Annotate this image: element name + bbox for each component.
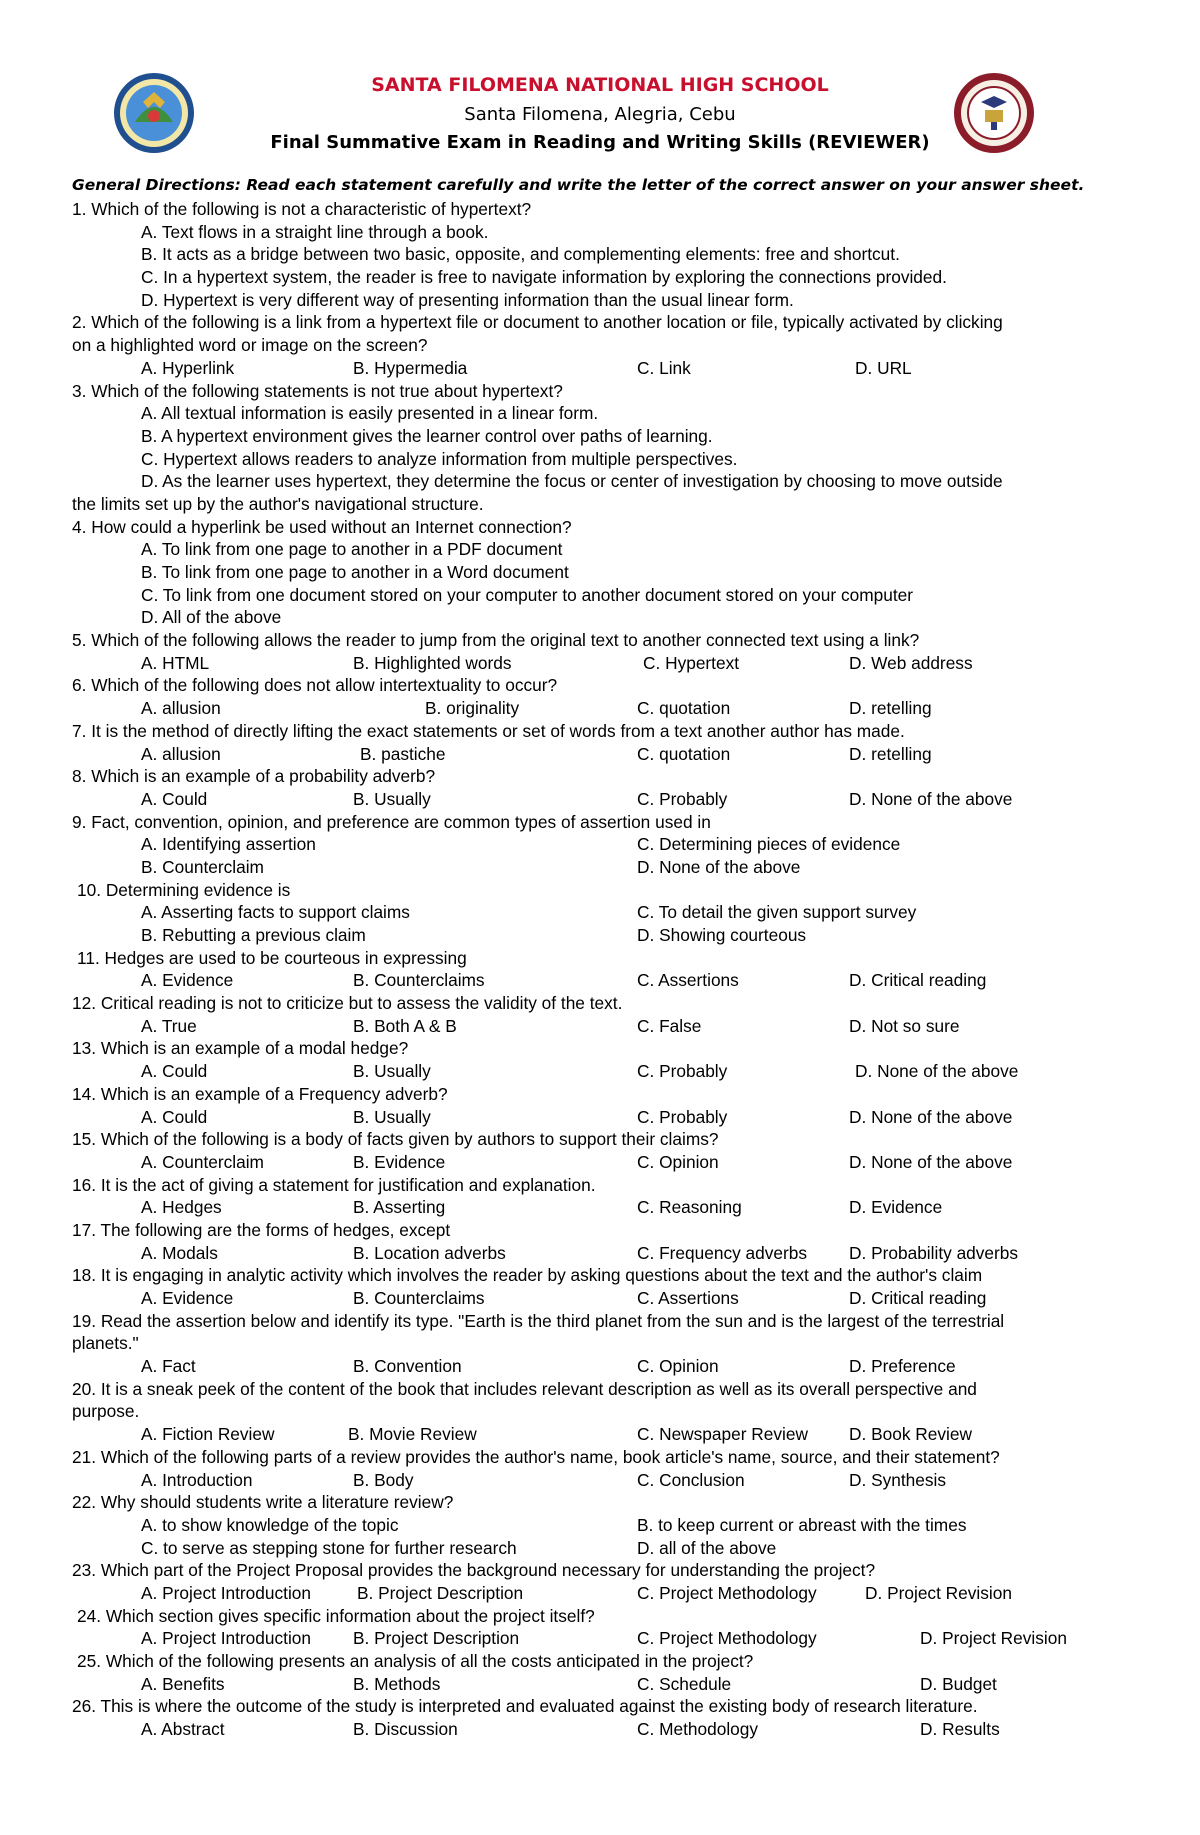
question-23-option-c: C. Project Methodology (637, 1582, 817, 1603)
question-9-option-a: A. Identifying assertion (141, 834, 316, 855)
question-6-option-d: D. retelling (849, 698, 932, 719)
question-24-option-b: B. Project Description (353, 1628, 520, 1649)
school-seal-right-logo (953, 72, 1035, 154)
question-7-options (0, 743, 1200, 766)
question-16-option-c: C. Reasoning (637, 1197, 742, 1218)
question-9-stem: 9. Fact, convention, opinion, and preference are common types of assertion used in (72, 811, 711, 832)
question-10-option-d: D. Showing courteous (637, 925, 807, 945)
question-4-stem: 4. How could a hyperlink be used without an Internet connection? (72, 516, 572, 537)
question-17-stem: 17. The following are the forms of hedges, except (72, 1219, 451, 1240)
question-21-option-c: C. Conclusion (637, 1469, 745, 1490)
question-24-option-d: D. Project Revision (920, 1628, 1067, 1649)
question-4-option-c: C. To link from one document stored on your computer to another document stored on your computer (141, 584, 913, 605)
question-22-stem: 22. Why should students write a literature review? (72, 1492, 454, 1513)
question-17-options (0, 1242, 1200, 1265)
question-25-option-d: D. Budget (920, 1673, 997, 1694)
question-23-stem: 23. Which part of the Project Proposal provides the background necessary for understanding the project? (72, 1560, 876, 1581)
question-3-option-b: B. A hypertext environment gives the learner control over paths of learning. (141, 425, 713, 446)
question-22-option-a: A. to show knowledge of the topic (141, 1514, 399, 1535)
question-1-option-a: A. Text flows in a straight line through a book. (141, 221, 489, 242)
question-16-option-a: A. Hedges (141, 1197, 222, 1218)
question-9-option-c: C. Determining pieces of evidence (637, 834, 901, 855)
question-18-option-b: B. Counterclaims (353, 1288, 485, 1308)
question-16-options (0, 1196, 1200, 1219)
question-5-options (0, 652, 1200, 675)
question-14-option-d: D. None of the above (849, 1106, 1013, 1127)
question-18-options (0, 1287, 1200, 1310)
question-15-option-a: A. Counterclaim (141, 1151, 264, 1172)
question-3-stem: 3. Which of the following statements is not true about hypertext? (72, 380, 563, 401)
question-6-option-c: C. quotation (637, 698, 731, 719)
question-7-option-d: D. retelling (849, 743, 932, 764)
question-5-option-d: D. Web address (849, 652, 973, 673)
question-25-option-a: A. Benefits (141, 1673, 225, 1694)
question-19-option-d: D. Preference (849, 1356, 956, 1377)
question-12-options (0, 1015, 1200, 1038)
question-2-option-d: D. URL (855, 357, 912, 378)
question-13-option-a: A. Could (141, 1061, 208, 1082)
question-3-option-c: C. Hypertext allows readers to analyze information from multiple perspectives. (141, 448, 738, 469)
question-15-options (0, 1151, 1200, 1174)
question-7-option-b: B. pastiche (360, 743, 446, 764)
question-13-option-c: C. Probably (637, 1061, 728, 1082)
question-23-option-b: B. Project Description (357, 1582, 524, 1603)
question-12-option-b: B. Both A & B (353, 1015, 457, 1036)
question-4-option-b: B. To link from one page to another in a Word document (141, 562, 569, 582)
question-5-option-b: B. Highlighted words (353, 652, 512, 673)
question-17-option-c: C. Frequency adverbs (637, 1242, 808, 1263)
question-2-options (0, 357, 1200, 380)
question-10-option-a: A. Asserting facts to support claims (141, 902, 410, 923)
question-9-options-row2 (0, 856, 1200, 879)
question-22-option-c: C. to serve as stepping stone for further research (141, 1537, 517, 1558)
question-16-stem: 16. It is the act of giving a statement for justification and explanation. (72, 1174, 596, 1195)
question-10-option-c: C. To detail the given support survey (637, 902, 917, 923)
question-3-option-a: A. All textual information is easily presented in a linear form. (141, 403, 599, 424)
question-8-option-c: C. Probably (637, 788, 728, 809)
question-22-options-row1 (0, 1514, 1200, 1537)
general-directions: General Directions: Read each statement carefully and write the letter of the correct answer on your answer sheet. (72, 176, 1085, 194)
question-17-option-a: A. Modals (141, 1242, 218, 1263)
question-7-option-c: C. quotation (637, 743, 731, 764)
question-14-option-a: A. Could (141, 1106, 208, 1127)
question-23-option-d: D. Project Revision (865, 1582, 1012, 1603)
question-26-option-d: D. Results (920, 1719, 1000, 1740)
question-11-option-d: D. Critical reading (849, 970, 987, 991)
question-1-option-b: B. It acts as a bridge between two basic, opposite, and complementing elements: free and shortcut. (141, 244, 900, 265)
question-8-option-a: A. Could (141, 788, 208, 809)
question-8-stem: 8. Which is an example of a probability adverb? (72, 766, 436, 787)
question-10-stem: 10. Determining evidence is (77, 879, 291, 900)
question-25-options (0, 1673, 1200, 1696)
question-19-option-c: C. Opinion (637, 1356, 719, 1377)
question-5-option-c: C. Hypertext (643, 652, 740, 673)
question-2-stem: 2. Which of the following is a link from a hypertext file or document to another location or file, typically activated by clicking (72, 312, 1003, 333)
question-8-option-b: B. Usually (353, 788, 431, 809)
question-21-option-a: A. Introduction (141, 1469, 253, 1490)
question-16-option-d: D. Evidence (849, 1197, 943, 1218)
question-2-option-a: A. Hyperlink (141, 357, 235, 378)
question-15-stem: 15. Which of the following is a body of facts given by authors to support their claims? (72, 1129, 719, 1150)
question-7-option-a: A. allusion (141, 743, 221, 764)
question-15-option-c: C. Opinion (637, 1151, 719, 1172)
question-15-option-d: D. None of the above (849, 1151, 1013, 1172)
question-3-option-d-cont: the limits set up by the author's navigational structure. (72, 493, 484, 514)
question-11-option-b: B. Counterclaims (353, 970, 485, 991)
question-25-option-b: B. Methods (353, 1673, 441, 1694)
question-20-option-c: C. Newspaper Review (637, 1424, 808, 1445)
question-20-option-a: A. Fiction Review (141, 1424, 275, 1445)
question-26-option-b: B. Discussion (353, 1719, 458, 1740)
question-24-options (0, 1627, 1200, 1650)
question-10-options-row1 (0, 901, 1200, 924)
question-1-option-c: C. In a hypertext system, the reader is free to navigate information by exploring the connections provided. (141, 267, 947, 288)
question-22-option-b: B. to keep current or abreast with the times (637, 1514, 967, 1535)
school-address: Santa Filomena, Alegria, Cebu (464, 104, 736, 125)
question-12-option-a: A. True (141, 1015, 197, 1036)
question-18-stem: 18. It is engaging in analytic activity which involves the reader by asking questions about the text and the author's claim (72, 1265, 983, 1286)
question-14-option-b: B. Usually (353, 1106, 431, 1127)
question-21-options (0, 1469, 1200, 1492)
question-15-option-b: B. Evidence (353, 1151, 446, 1172)
question-9-options-row1 (0, 833, 1200, 856)
question-6-stem: 6. Which of the following does not allow intertextuality to occur? (72, 675, 558, 696)
question-26-option-a: A. Abstract (141, 1719, 225, 1740)
exam-title: Final Summative Exam in Reading and Writing Skills (REVIEWER) (270, 132, 930, 153)
question-24-option-c: C. Project Methodology (637, 1628, 817, 1649)
question-9-option-b: B. Counterclaim (141, 856, 264, 877)
question-11-option-a: A. Evidence (141, 970, 234, 991)
question-8-option-d: D. None of the above (849, 788, 1013, 809)
question-19-stem-cont: planets." (72, 1333, 139, 1354)
question-6-option-a: A. allusion (141, 698, 221, 719)
question-14-options (0, 1106, 1200, 1129)
question-21-option-d: D. Synthesis (849, 1469, 947, 1490)
question-21-option-b: B. Body (353, 1469, 414, 1490)
question-25-stem: 25. Which of the following presents an analysis of all the costs anticipated in the project? (77, 1651, 754, 1671)
question-19-options (0, 1355, 1200, 1378)
question-2-option-b: B. Hypermedia (353, 357, 468, 378)
question-12-option-d: D. Not so sure (849, 1015, 960, 1036)
question-23-option-a: A. Project Introduction (141, 1582, 312, 1603)
question-20-stem: 20. It is a sneak peek of the content of the book that includes relevant description as well as its overall perspective and (72, 1378, 977, 1399)
question-11-option-c: C. Assertions (637, 970, 739, 991)
question-11-options (0, 969, 1200, 992)
question-7-stem: 7. It is the method of directly lifting the exact statements or set of words from a text another author has made. (72, 720, 905, 741)
question-19-option-a: A. Fact (141, 1356, 196, 1377)
question-4-option-a: A. To link from one page to another in a PDF document (141, 539, 563, 560)
question-26-option-c: C. Methodology (637, 1719, 759, 1740)
question-24-option-a: A. Project Introduction (141, 1628, 312, 1649)
question-6-option-b: B. originality (425, 698, 520, 719)
question-26-stem: 26. This is where the outcome of the study is interpreted and evaluated against the existing body of research literature. (72, 1696, 978, 1717)
question-18-option-a: A. Evidence (141, 1288, 234, 1308)
question-22-options-row2 (0, 1537, 1200, 1560)
question-9-option-d: D. None of the above (637, 856, 801, 877)
question-20-options (0, 1423, 1200, 1446)
question-13-option-b: B. Usually (353, 1061, 431, 1082)
question-2-option-c: C. Link (637, 357, 691, 378)
question-8-options (0, 788, 1200, 811)
question-12-option-c: C. False (637, 1015, 702, 1036)
question-14-option-c: C. Probably (637, 1106, 728, 1127)
question-13-options (0, 1060, 1200, 1083)
question-26-options (0, 1718, 1200, 1741)
question-21-stem: 21. Which of the following parts of a review provides the author's name, book article's name, source, and their statement? (72, 1446, 1000, 1467)
question-14-stem: 14. Which is an example of a Frequency adverb? (72, 1083, 448, 1104)
question-13-option-d: D. None of the above (855, 1061, 1019, 1082)
question-17-option-d: D. Probability adverbs (849, 1242, 1019, 1263)
question-10-option-b: B. Rebutting a previous claim (141, 925, 366, 945)
question-1-stem: 1. Which of the following is not a characteristic of hypertext? (72, 199, 532, 219)
question-18-option-d: D. Critical reading (849, 1288, 987, 1308)
question-19-stem: 19. Read the assertion below and identify its type. "Earth is the third planet from the sun and is the largest of the terrestrial (72, 1310, 1005, 1331)
question-19-option-b: B. Convention (353, 1356, 462, 1377)
question-23-options (0, 1582, 1200, 1605)
question-list (0, 198, 1200, 1741)
question-6-options (0, 697, 1200, 720)
question-25-option-c: C. Schedule (637, 1673, 732, 1694)
question-13-stem: 13. Which is an example of a modal hedge? (72, 1038, 409, 1059)
question-18-option-c: C. Assertions (637, 1288, 739, 1308)
question-4-option-d: D. All of the above (141, 607, 282, 628)
question-3-option-d: D. As the learner uses hypertext, they determine the focus or center of investigation by choosing to move outside (141, 471, 1003, 492)
question-16-option-b: B. Asserting (353, 1197, 446, 1218)
question-5-option-a: A. HTML (141, 652, 210, 673)
question-2-stem-cont: on a highlighted word or image on the screen? (72, 335, 428, 356)
question-22-option-d: D. all of the above (637, 1537, 777, 1558)
school-name: SANTA FILOMENA NATIONAL HIGH SCHOOL (371, 74, 829, 96)
question-20-option-d: D. Book Review (849, 1424, 972, 1445)
question-12-stem: 12. Critical reading is not to criticize but to assess the validity of the text. (72, 993, 623, 1014)
question-20-option-b: B. Movie Review (348, 1424, 477, 1445)
question-24-stem: 24. Which section gives specific information about the project itself? (77, 1605, 595, 1626)
question-11-stem: 11. Hedges are used to be courteous in expressing (77, 947, 467, 968)
exam-header (0, 0, 1200, 180)
question-1-option-d: D. Hypertext is very different way of presenting information than the usual linear form. (141, 289, 794, 310)
question-20-stem-cont: purpose. (72, 1401, 140, 1422)
question-17-option-b: B. Location adverbs (353, 1242, 506, 1263)
question-10-options-row2 (0, 924, 1200, 947)
question-5-stem: 5. Which of the following allows the reader to jump from the original text to another connected text using a link? (72, 630, 920, 651)
